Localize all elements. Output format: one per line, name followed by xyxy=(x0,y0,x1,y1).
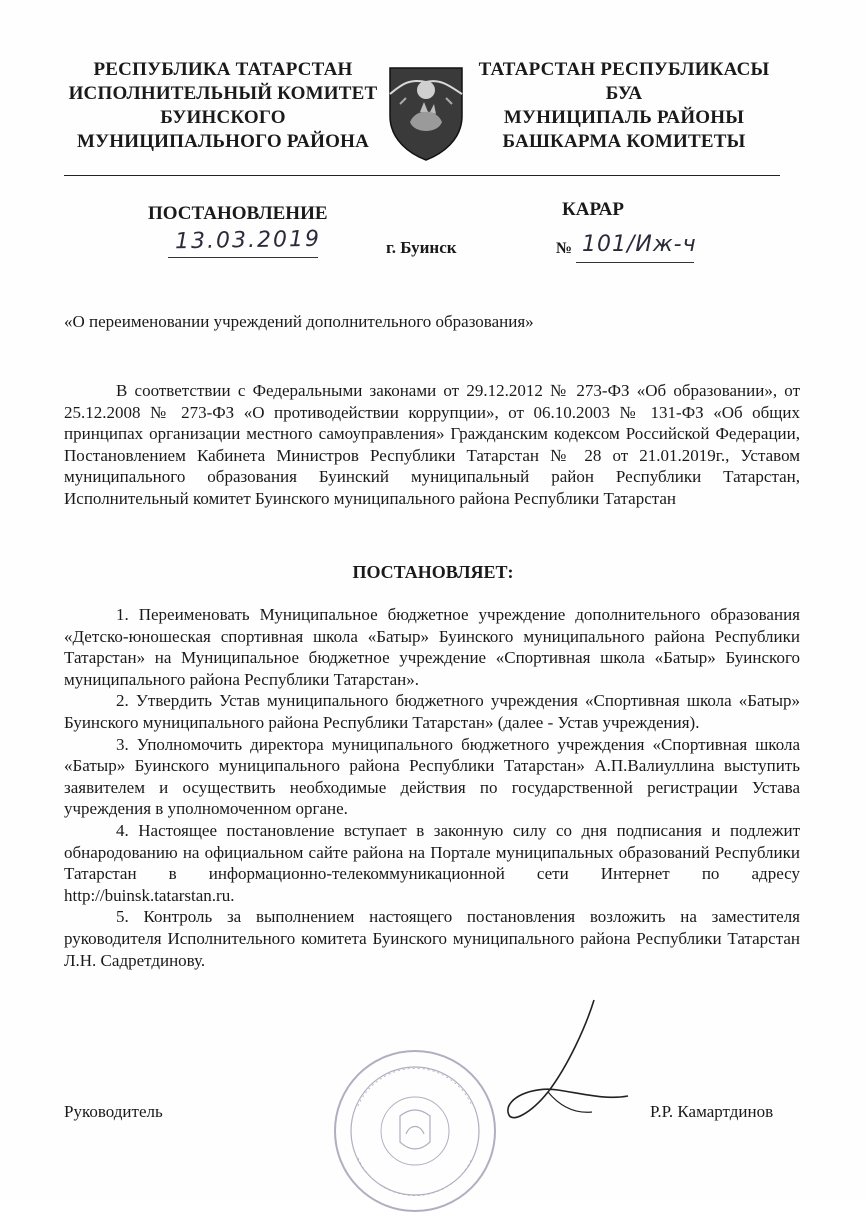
header-right-line: БУА xyxy=(605,83,643,104)
decree-item: 5. Контроль за выполнением настоящего постановления возложить на заместителя руководителя Исполнительного комитета Буинского муниципального района Республики Татарстан Л.Н. Садретдинову. xyxy=(64,907,800,970)
header-divider xyxy=(64,175,780,176)
official-seal xyxy=(330,1046,500,1216)
header-left-line: МУНИЦИПАЛЬНОГО РАЙОНА xyxy=(76,131,370,152)
date-underline xyxy=(168,257,318,258)
decree-items xyxy=(64,604,800,971)
coat-of-arms-emblem xyxy=(386,64,466,162)
decree-item: 3. Уполномочить директора муниципального бюджетного учреждения «Спортивная школа «Батыр» Буинского муниципального района Республики Татарстан» А.П.Валиуллина выступить заявителем и осуществить необходимые действия по государственной регистрации Устава учреждения в уполномоченном органе. xyxy=(64,734,800,819)
decree-item: 2. Утвердить Устав муниципального бюджетного учреждения «Спортивная школа «Батыр» Буинского муниципального района Республики Татарстан» (далее - Устав учреждения). xyxy=(64,691,800,732)
decree-item: 4. Настоящее постановление вступает в законную силу со дня подписания и подлежит обнародованию на официальном сайте района на Портале муниципальных образований Республики Татарстан в информационно-телекоммуникационной сети Интернет по адресу http://buinsk.tatarstan.ru. xyxy=(64,820,800,905)
document-subject: «О переименовании учреждений дополнительного образования» xyxy=(64,312,534,331)
header-right-line: ТАТАРСТАН РЕСПУБЛИКАСЫ xyxy=(478,59,770,80)
intro-text: В соответствии с Федеральными законами от 29.12.2012 № 273-ФЗ «Об образовании», от 25.12.2008 № 273-ФЗ «О противодействии коррупции», от 06.10.2003 № 131-ФЗ «Об общих принципах организации местного самоуправления» Гражданским кодексом Российской Федерации, Постановлением Кабинета Министров Республики Татарстан № 28 от 21.01.2019г., Уставом муниципального образования Буинский муниципальный район Республики Татарстан, Исполнительный комитет Буинского муниципального района Республики Татарстан xyxy=(64,381,800,508)
doc-kind-tt: КАРАР xyxy=(562,199,625,220)
header-left-line: ИСПОЛНИТЕЛЬНЫЙ КОМИТЕТ xyxy=(68,83,378,104)
intro-paragraph xyxy=(64,380,800,510)
header-right-line: БАШКАРМА КОМИТЕТЫ xyxy=(502,131,746,152)
header-left-line: БУИНСКОГО xyxy=(160,107,286,128)
number-underline xyxy=(576,262,694,263)
handwritten-date: 13.03.2019 xyxy=(174,226,322,255)
signatory-role: Руководитель xyxy=(64,1102,163,1121)
handwritten-signature xyxy=(488,996,638,1146)
handwritten-number: 101/Иж-ч xyxy=(582,232,697,257)
city: г. Буинск xyxy=(386,238,457,257)
header-left-ru xyxy=(64,58,382,154)
header-right-tt xyxy=(476,58,772,154)
header-left-line: РЕСПУБЛИКА ТАТАРСТАН xyxy=(93,59,353,80)
doc-kind-ru: ПОСТАНОВЛЕНИЕ xyxy=(148,203,328,224)
decree-heading: ПОСТАНОВЛЯЕТ: xyxy=(352,562,514,582)
number-prefix: № xyxy=(556,240,573,257)
header-right-line: МУНИЦИПАЛЬ РАЙОНЫ xyxy=(503,107,745,128)
decree-item: 1. Переименовать Муниципальное бюджетное учреждение дополнительного образования «Детско-юношеская спортивная школа «Батыр» Буинского муниципального района Республики Татарстан» на Муниципальное бюджетное учреждение «Спортивная школа «Батыр» Буинского муниципального района Республики Татарстан». xyxy=(64,605,800,689)
signatory-name: Р.Р. Камартдинов xyxy=(650,1102,774,1121)
